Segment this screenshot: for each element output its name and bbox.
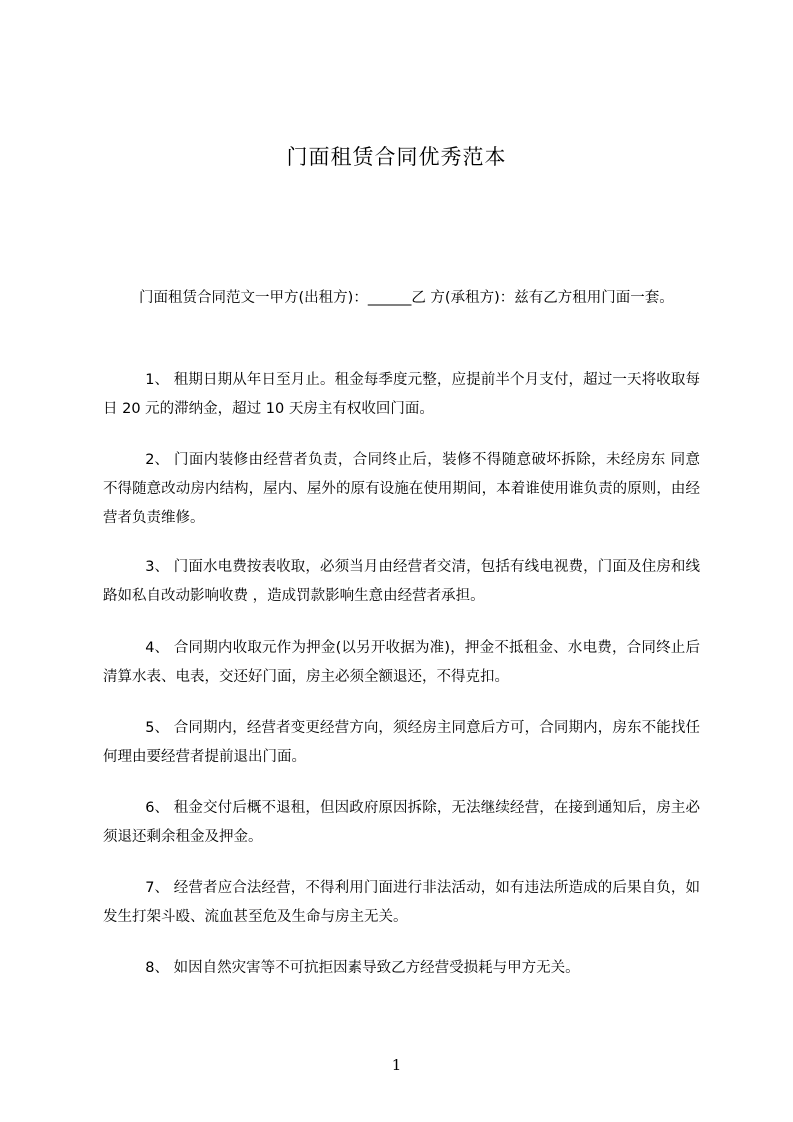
clause-text: 门面水电费按表收取，必须当月由经营者交清，包括有线电视费，门面及住房和线路如私自改动影响收费 ，造成罚款影响生意由经营者承担。 [103, 559, 700, 604]
clause-number: 2、 [145, 452, 169, 468]
clause-6 [103, 794, 700, 852]
clause-number: 6、 [145, 800, 169, 816]
clause-1 [103, 366, 700, 424]
clause-number: 5、 [145, 720, 169, 736]
intro-paragraph: 门面租赁合同范文一甲方(出租方)：______乙 方(承租方)：兹有乙方租用门面一套。 [139, 290, 674, 306]
clause-2 [103, 446, 700, 533]
clause-text: 经营者应合法经营，不得利用门面进行非法活动，如有违法所造成的后果自负，如发生打架斗殴、流血甚至危及生命与房主无关。 [103, 880, 700, 925]
clause-number: 3、 [145, 559, 169, 575]
clause-3 [103, 553, 700, 611]
page-number: 1 [391, 1056, 402, 1074]
clause-text: 合同期内，经营者变更经营方向，须经房主同意后方可，合同期内，房东不能找任何理由要经营者提前退出门面。 [103, 720, 700, 765]
clause-8 [103, 954, 700, 983]
clause-number: 7、 [145, 880, 169, 896]
clause-7 [103, 874, 700, 932]
clause-number: 4、 [145, 640, 169, 656]
clause-text: 如因自然灾害等不可抗拒因素导致乙方经营受损耗与甲方无关。 [169, 960, 580, 976]
clause-text: 租金交付后概不退租，但因政府原因拆除，无法继续经营，在接到通知后，房主必须退还剩余租金及押金。 [103, 800, 700, 845]
document-title: 门面租赁合同优秀范本 [286, 145, 507, 169]
clause-number: 1、 [145, 372, 169, 388]
clause-4 [103, 634, 700, 692]
clause-text: 门面内装修由经营者负责，合同终止后，装修不得随意破坏拆除，未经房东 同意不得随意改动房内结构，屋内、屋外的原有设施在使用期间，本着谁使用谁负责的原则，由经营者负责维修。 [103, 452, 700, 526]
clause-text: 合同期内收取元作为押金(以另开收据为准)，押金不抵租金、水电费，合同终止后清算水表、电表，交还好门面，房主必须全额退还，不得克扣。 [103, 640, 700, 685]
clause-5 [103, 714, 700, 772]
clause-number: 8、 [145, 960, 169, 976]
clause-text: 租期日期从年日至月止。租金每季度元整，应提前半个月支付，超过一天将收取每日 20 元的滞纳金，超过 10 天房主有权收回门面。 [103, 372, 700, 417]
